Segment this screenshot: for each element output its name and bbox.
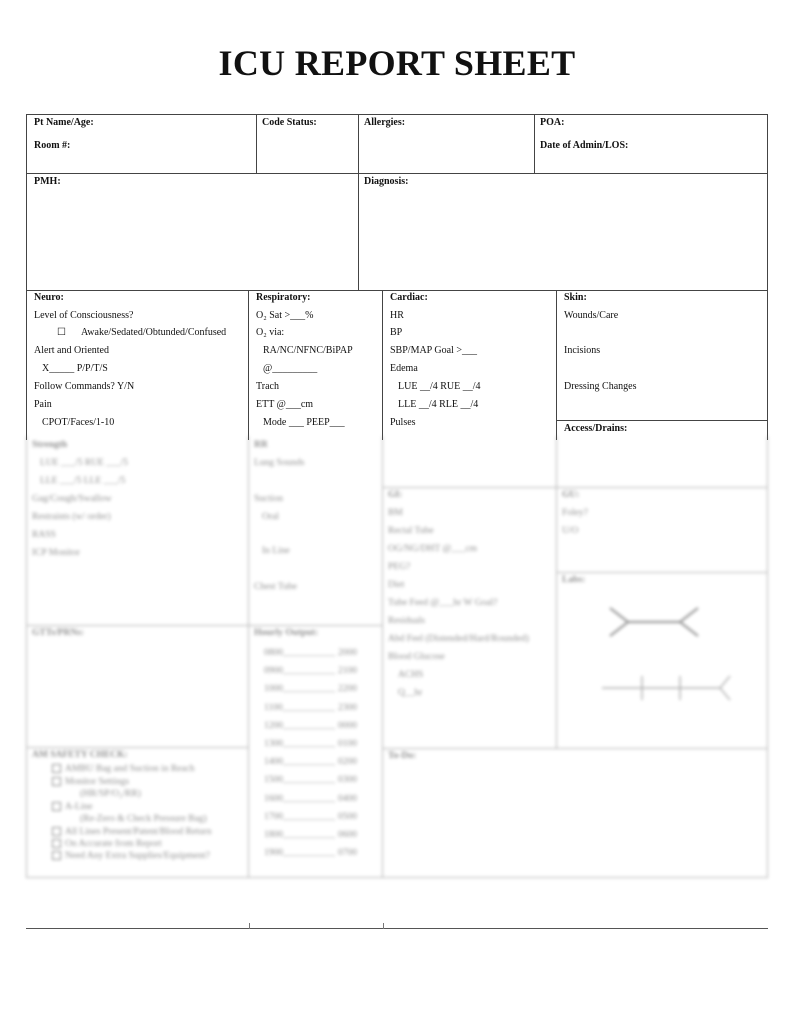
- diagnosis-label: Diagnosis:: [364, 176, 409, 187]
- todo-cell: [382, 748, 768, 878]
- footer-tick: [249, 923, 250, 929]
- blurred-preview-region: [20, 436, 772, 882]
- checkbox-icon: [52, 851, 61, 860]
- rass-label: RASS: [32, 530, 56, 540]
- hourly-row-right: 2200: [338, 684, 357, 695]
- incisions-label: Incisions: [564, 345, 601, 356]
- hourly-row-right: 2300: [338, 702, 357, 713]
- hourly-row-left: 1100___________: [264, 702, 335, 713]
- alert-oriented-label: Alert and Oriented: [34, 345, 109, 356]
- safety-item-text: A-Line: [65, 802, 93, 812]
- oral-label: Oral: [262, 512, 279, 522]
- lab-fishbone-diagram: [580, 596, 750, 716]
- strength-label: Strength: [32, 440, 68, 450]
- dressing-label: Dressing Changes: [564, 381, 637, 392]
- o2-modes-label: RA/NC/NFNC/BiPAP: [263, 345, 353, 356]
- gag-label: Gag/Cough/Swallow: [32, 494, 112, 504]
- icp-label: ICP Monitor: [32, 548, 80, 558]
- mode-peep-label: Mode ___ PEEP___: [263, 417, 345, 428]
- gu-cell: [556, 487, 768, 573]
- loc-options: Awake/Sedated/Obtunded/Confused: [81, 327, 227, 338]
- inline-label: In Line: [262, 546, 290, 556]
- safety-item-5: [52, 827, 211, 838]
- peg-label: PEG?: [388, 562, 411, 572]
- pt-name-label: Pt Name/Age:: [34, 117, 94, 128]
- restraints-label: Restraints (w/ order): [32, 512, 111, 522]
- respiratory-heading: Respiratory:: [256, 292, 311, 303]
- edema-upper-label: LUE __/4 RUE __/4: [398, 381, 481, 392]
- tube-feed-label: Tube Feed @___hr W Goal?: [388, 598, 498, 608]
- bmp-fishbone-icon: [610, 608, 698, 636]
- labs-heading: Labs:: [562, 575, 586, 585]
- rr-label: RR: [254, 440, 268, 450]
- checkbox-icon: [52, 802, 61, 811]
- strength-lower-label: LLE ___/5 LLE ___/5: [40, 476, 126, 486]
- access-label: Access/Drains:: [564, 423, 628, 434]
- hourly-row-right: 0300: [338, 775, 357, 786]
- strength-upper-label: LUE ___/5 RUE ___/5: [40, 458, 128, 468]
- residuals-label: Residuals: [388, 616, 425, 626]
- lung-sounds-label: Lung Sounds: [254, 458, 305, 468]
- safety-heading: AM SAFETY CHECK:: [32, 750, 128, 760]
- hourly-row-right: 0100: [338, 739, 357, 749]
- hourly-row-left: 1000___________: [264, 684, 336, 695]
- safety-item-text: Need Any Extra Supplies/Equipment?: [65, 851, 210, 861]
- q-hr-label: Q__hr: [398, 688, 423, 698]
- cbc-fishbone-icon: [602, 676, 730, 700]
- todo-heading: To-Do:: [388, 751, 417, 761]
- suction-label: Suction: [254, 494, 284, 504]
- checkbox-icon: [52, 839, 61, 848]
- pmh-cell[interactable]: [26, 173, 359, 291]
- hourly-row-left: 1700___________: [264, 811, 336, 822]
- hourly-row-right: 0700: [338, 848, 357, 859]
- safety-item-6: [52, 839, 162, 850]
- gi-heading: GI:: [388, 490, 403, 500]
- hourly-row-right: 0600: [338, 830, 357, 840]
- safety-item-4: (Re-Zero & Check Pressure Bag): [80, 814, 207, 824]
- access-cont-cell: [556, 436, 768, 488]
- o2-at-label: @_________: [263, 363, 318, 374]
- hourly-row-left: 1300___________: [264, 739, 336, 749]
- edema-label: Edema: [390, 363, 418, 374]
- hourly-row-right: 0500: [338, 811, 357, 822]
- safety-item-3: [52, 802, 92, 813]
- hourly-row-right: 0000: [338, 720, 357, 731]
- hourly-row-right: 0200: [338, 757, 357, 768]
- x-ppts-label: X_____ P/P/T/S: [42, 363, 108, 374]
- gtts-label: GTTs/PRNs:: [32, 628, 84, 638]
- hourly-row-left: 1800___________: [264, 830, 336, 840]
- checkbox-icon: [52, 764, 61, 773]
- foley-label: Foley?: [562, 508, 588, 518]
- diet-label: Diet: [388, 580, 405, 590]
- ett-label: ETT @___cm: [256, 399, 314, 410]
- hourly-row-right: 0400: [338, 793, 357, 804]
- wounds-label: Wounds/Care: [564, 310, 619, 321]
- gu-heading: GU:: [562, 490, 580, 500]
- chest-tube-label: Chest Tube: [254, 582, 298, 592]
- bm-label: BM: [388, 508, 403, 518]
- glucose-label: Blood Glucose: [388, 652, 445, 662]
- uo-label: U/O: [562, 526, 579, 536]
- hourly-row-right: 2000: [338, 648, 357, 658]
- footer-rule: [26, 928, 768, 929]
- poa-label: POA:: [540, 117, 565, 128]
- hr-label: HR: [390, 310, 404, 321]
- achs-label: ACHS: [398, 670, 424, 680]
- hourly-row-right: 2100: [338, 666, 357, 677]
- cardiac-heading: Cardiac:: [390, 292, 428, 303]
- loc-label: Level of Consciousness?: [34, 310, 134, 321]
- hourly-row-left: 0800___________: [264, 648, 336, 658]
- trach-label: Trach: [256, 381, 279, 392]
- footer-tick: [383, 923, 384, 929]
- cpot-label: CPOT/Faces/1-10: [42, 417, 115, 428]
- pulses-label: Pulses: [390, 417, 416, 428]
- checkbox-icon: [52, 777, 61, 786]
- safety-item-text: All Lines Present/Patent/Blood Return: [65, 827, 212, 837]
- allergies-label: Allergies:: [364, 117, 406, 128]
- safety-item-1: [52, 777, 129, 788]
- hourly-heading: Hourly Output:: [254, 628, 319, 638]
- safety-item-0: [52, 764, 195, 775]
- pain-label: Pain: [34, 399, 52, 410]
- diagnosis-cell[interactable]: [358, 173, 768, 291]
- room-label: Room #:: [34, 140, 71, 151]
- og-ng-label: OG/NG/DHT @___cm: [388, 544, 478, 554]
- o2sat-label: O₂ Sat >___%: [256, 310, 314, 321]
- page-title: ICU REPORT SHEET: [218, 43, 576, 83]
- sbp-map-label: SBP/MAP Goal >___: [390, 345, 477, 356]
- bp-label: BP: [390, 327, 403, 338]
- cardiac-cont-cell: [382, 436, 557, 488]
- follow-commands-label: Follow Commands? Y/N: [34, 381, 135, 392]
- hourly-row-left: 1200___________: [264, 720, 336, 731]
- edema-lower-label: LLE __/4 RLE __/4: [398, 399, 479, 410]
- safety-item-7: [52, 851, 210, 862]
- hourly-row-left: 1400___________: [264, 757, 336, 768]
- skin-heading: Skin:: [564, 292, 587, 303]
- date-admin-label: Date of Admin/LOS:: [540, 140, 629, 151]
- safety-item-2: (HR/SP/O₂/RR): [80, 789, 141, 799]
- neuro-heading: Neuro:: [34, 292, 64, 303]
- abd-label: Abd Feel (Distended/Hard/Rounded): [388, 634, 529, 644]
- o2via-label: O₂ via:: [256, 327, 285, 338]
- gtts-cell: [26, 625, 249, 748]
- hourly-row-left: 1600___________: [264, 793, 336, 804]
- loc-checkbox[interactable]: ☐: [57, 327, 66, 338]
- safety-item-text: AMBU Bag and Suction in Reach: [65, 764, 195, 774]
- hourly-row-left: 1900___________: [264, 848, 336, 859]
- hourly-row-left: 0900___________: [264, 666, 336, 677]
- pmh-label: PMH:: [34, 176, 61, 187]
- safety-item-text: Monitor Settings: [65, 777, 130, 787]
- hourly-row-left: 1500___________: [264, 775, 336, 786]
- code-status-label: Code Status:: [262, 117, 317, 128]
- checkbox-icon: [52, 827, 61, 836]
- rectal-tube-label: Rectal Tube: [388, 526, 434, 536]
- safety-item-text: On Accurate from Report: [65, 839, 162, 849]
